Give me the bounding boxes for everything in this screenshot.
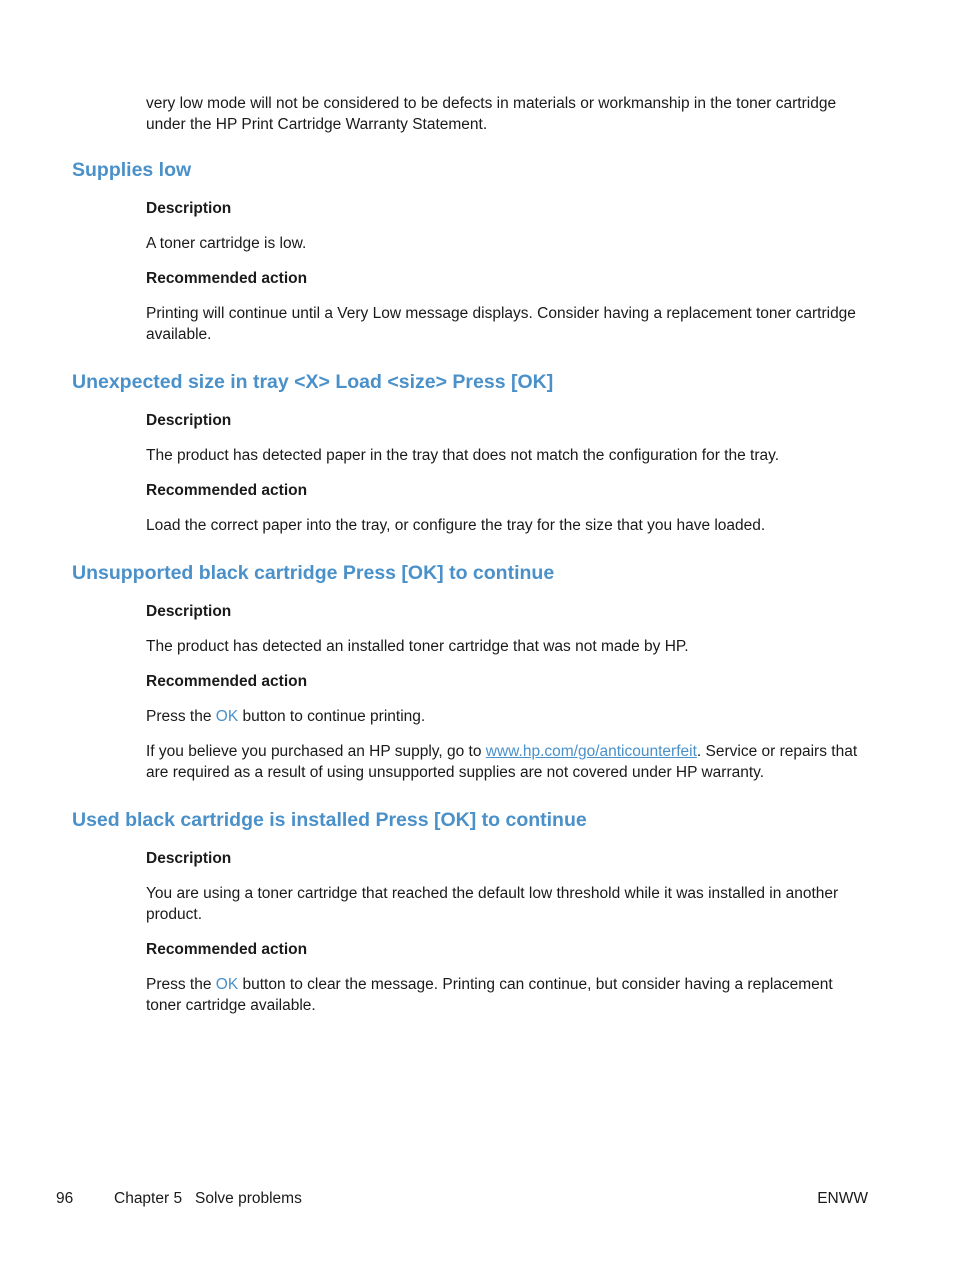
page-number: 96 — [56, 1190, 74, 1207]
section-heading: Unsupported black cartridge Press [OK] to continue — [72, 562, 555, 584]
anticounterfeit-link[interactable]: www.hp.com/go/anticounterfeit — [485, 743, 697, 760]
description-label: Description — [146, 200, 232, 217]
description-text: The product has detected paper in the tray that does not match the configuration for the tray. — [146, 447, 780, 464]
description-text: You are using a toner cartridge that reached the default low threshold while it was installed in another product. — [146, 885, 839, 923]
description-label: Description — [146, 603, 232, 620]
description-text: The product has detected an installed toner cartridge that was not made by HP. — [146, 638, 689, 655]
section-heading: Used black cartridge is installed Press [OK] to continue — [72, 809, 587, 831]
action-text: Printing will continue until a Very Low message displays. Consider having a replacement toner cartridge available. — [146, 305, 856, 343]
section-unsupported-cartridge — [72, 561, 872, 783]
description-label: Description — [146, 412, 232, 429]
action-label: Recommended action — [146, 673, 308, 690]
action-text-post: button to clear the message. Printing can continue, but consider having a replacement toner cartridge available. — [146, 976, 833, 1014]
section-heading: Unexpected size in tray <X> Load <size> Press [OK] — [72, 371, 554, 393]
description-label: Description — [146, 850, 232, 867]
warranty-note-pre: If you believe you purchased an HP supply, go to — [146, 743, 486, 760]
action-text-post: button to continue printing. — [238, 708, 426, 725]
action-text-pre: Press the — [146, 976, 216, 993]
section-heading: Supplies low — [72, 159, 192, 181]
section-used-cartridge — [72, 808, 872, 1016]
action-text — [146, 974, 861, 1016]
warranty-note — [146, 741, 861, 783]
ok-button-reference: OK — [215, 708, 239, 725]
description-text: A toner cartridge is low. — [146, 235, 307, 252]
action-label: Recommended action — [146, 941, 308, 958]
action-text: Load the correct paper into the tray, or configure the tray for the size that you have loaded. — [146, 517, 766, 534]
warranty-note-post: . Service or repairs that are required as a result of using unsupported supplies are not covered under HP warranty. — [146, 743, 858, 781]
chapter-title: Chapter 5 Solve problems — [114, 1190, 302, 1207]
intro-paragraph: very low mode will not be considered to be defects in materials or workmanship in the toner cartridge under the HP Print Cartridge Warranty Statement. — [146, 95, 837, 133]
action-label: Recommended action — [146, 270, 308, 287]
section-supplies-low — [72, 158, 872, 345]
action-text-pre: Press the — [146, 708, 216, 725]
ok-button-reference: OK — [215, 976, 239, 993]
document-code: ENWW — [817, 1190, 868, 1207]
action-text — [146, 706, 861, 727]
action-label: Recommended action — [146, 482, 308, 499]
section-unexpected-size — [72, 370, 872, 536]
